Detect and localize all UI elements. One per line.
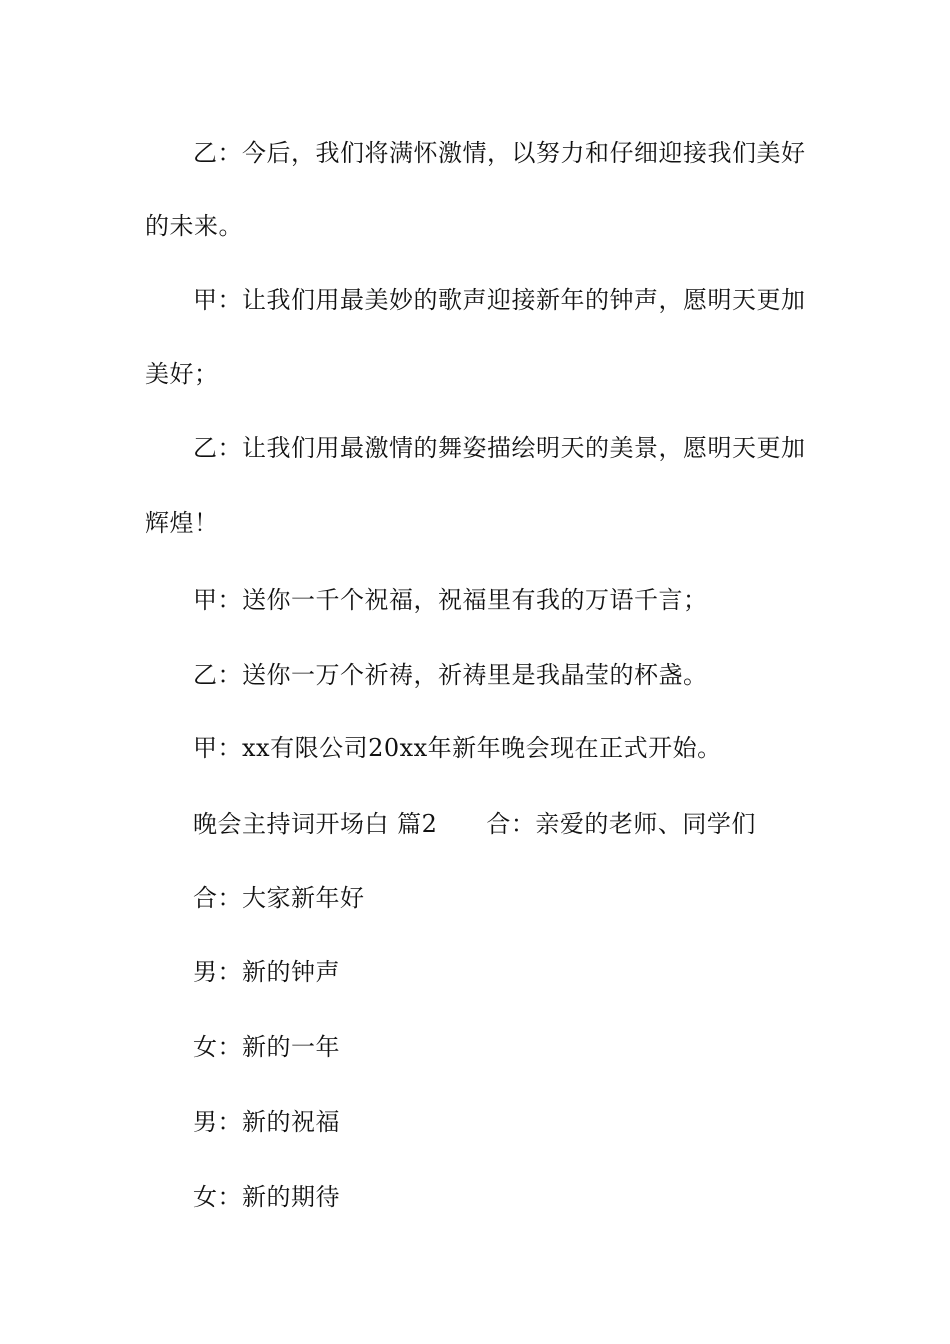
paragraph-line: 美好； [145, 360, 219, 388]
paragraph-line: 乙：今后，我们将满怀激情，以努力和仔细迎接我们美好 [193, 139, 806, 167]
paragraph-line: 辉煌！ [145, 509, 219, 537]
paragraph-line: 女：新的一年 [193, 1033, 340, 1061]
paragraph-line: 男：新的钟声 [193, 958, 340, 986]
section-heading-line: 晚会主持词开场白 篇2 合：亲爱的老师、同学们 [193, 810, 756, 838]
paragraph-line: 甲：让我们用最美妙的歌声迎接新年的钟声，愿明天更加 [193, 286, 806, 314]
paragraph-line: 甲：送你一千个祝福，祝福里有我的万语千言； [193, 586, 708, 614]
paragraph-line: 女：新的期待 [193, 1183, 340, 1211]
paragraph-line: 男：新的祝福 [193, 1108, 340, 1136]
paragraph-line: 的未来。 [145, 212, 243, 240]
paragraph-line: 乙：送你一万个祈祷，祈祷里是我晶莹的杯盏。 [193, 661, 708, 689]
paragraph-line: 合：大家新年好 [193, 884, 365, 912]
paragraph-line: 乙：让我们用最激情的舞姿描绘明天的美景，愿明天更加 [193, 434, 806, 462]
paragraph-line: 甲：xx有限公司20xx年新年晚会现在正式开始。 [193, 734, 722, 762]
